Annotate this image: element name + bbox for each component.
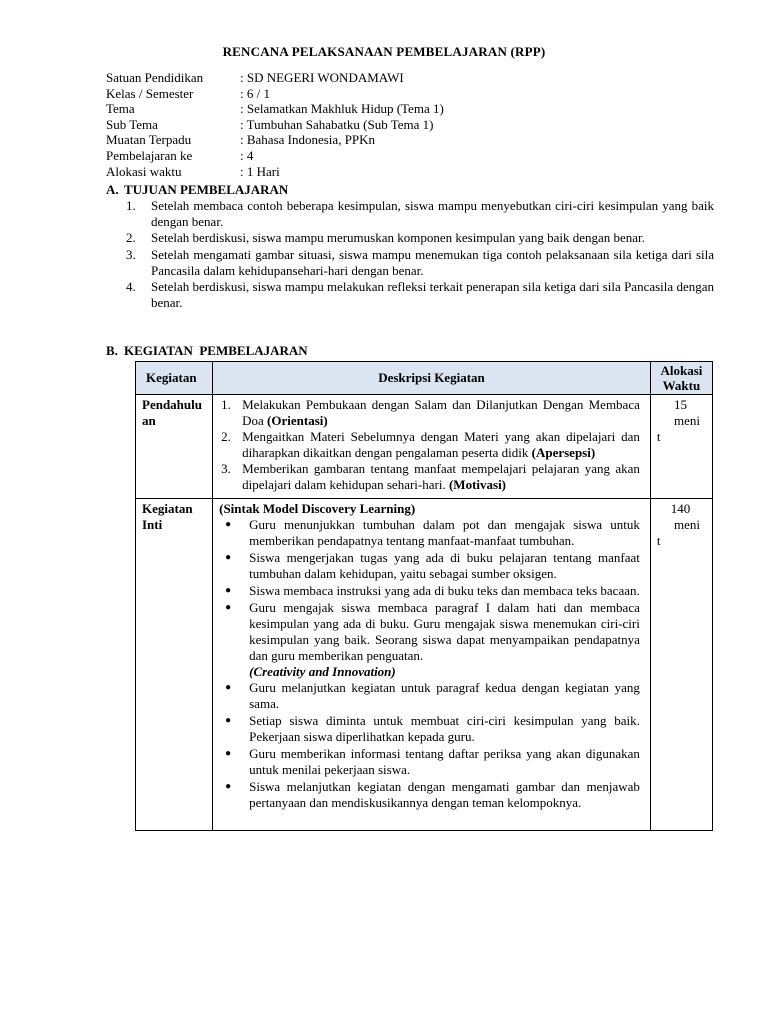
identity-value: : 4 xyxy=(240,147,254,163)
time-value: 140 xyxy=(670,501,691,517)
section-letter: B. xyxy=(106,343,118,358)
list-item xyxy=(219,680,640,712)
objective-item xyxy=(126,279,714,311)
bullet-icon: ● xyxy=(225,682,232,694)
identity-row xyxy=(106,101,444,117)
bullet-body: Guru melanjutkan kegiatan untuk paragraf kedua dengan kegiatan yang sama. xyxy=(249,680,640,712)
list-item xyxy=(219,550,640,582)
time-value: 15 xyxy=(673,397,687,412)
identity-row xyxy=(106,148,444,164)
identity-row xyxy=(106,70,444,86)
bullet-body: Guru menunjukkan tumbuhan dalam pot dan mengajak siswa untuk memberikan pendapatnya tentang manfaat-manfaat tumbuhan. xyxy=(249,517,640,549)
objective-text: Setelah berdiskusi, siswa mampu melakukan refleksi terkait penerapan sila ketiga dari sila Pancasila dengan benar. xyxy=(151,279,714,311)
bullet-body: Setiap siswa diminta untuk membuat ciri-ciri kesimpulan yang baik. Pekerjaan siswa diperlihatkan kepada guru. xyxy=(249,713,640,745)
step-body: Mengaitkan Materi Sebelumnya dengan Materi yang akan dipelajari dan diharapkan dikaitkan dengan pengalaman peserta didik xyxy=(242,428,640,460)
list-item xyxy=(219,746,640,778)
list-item xyxy=(219,713,640,745)
bullet-text xyxy=(249,600,640,680)
bullet-body: Siswa melanjutkan kegiatan dengan mengamati gambar dan menjawab pertanyaan dan mendiskusikannya dengan teman kelompoknya. xyxy=(249,778,640,810)
step-number: 1. xyxy=(221,397,231,412)
identity-value: : 6 / 1 xyxy=(240,85,270,101)
bullet-text xyxy=(249,746,640,778)
time-unit: meni xyxy=(674,517,700,533)
identity-value: : Selamatkan Makhluk Hidup (Tema 1) xyxy=(240,101,444,117)
header-alokasi: Alokasi Waktu xyxy=(650,362,712,395)
document-title: RENCANA PELAKSANAAN PEMBELAJARAN (RPP) xyxy=(222,44,546,59)
list-item xyxy=(219,397,640,429)
section-a-heading xyxy=(106,182,288,198)
step-number: 3. xyxy=(221,460,231,476)
objectives-list xyxy=(126,198,714,311)
bullet-text xyxy=(249,779,640,811)
identity-value: : Bahasa Indonesia, PPKn xyxy=(240,132,376,148)
model-syntax-title: (Sintak Model Discovery Learning) xyxy=(219,501,416,517)
step-text xyxy=(242,397,640,429)
header-deskripsi: Deskripsi Kegiatan xyxy=(213,362,651,395)
identity-value: : 1 Hari xyxy=(240,163,280,179)
identity-label: Pembelajaran ke xyxy=(106,147,193,163)
list-item xyxy=(219,583,640,599)
table-row xyxy=(136,395,713,499)
section-b-heading xyxy=(106,343,308,359)
time-unit-tail: t xyxy=(656,428,661,444)
objective-item xyxy=(126,247,714,279)
identity-row xyxy=(106,164,444,180)
bullet-body: Siswa mengerjakan tugas yang ada di buku pelajaran tentang manfaat tumbuhan dalam kehidupan, yaitu sebagai sumber oksigen. xyxy=(249,550,640,582)
bullet-body: Guru mengajak siswa membaca paragraf I dalam hati dan membaca kesimpulan yang ada di buku. Guru mengajak siswa menemukan ciri-ciri kesimpulan yang baik. Seorang siswa dapat menyampaikan pendapatnya dan guru memberikan penguatan. xyxy=(249,599,640,663)
bullet-text xyxy=(249,550,640,582)
list-item xyxy=(219,779,640,811)
activity-name-text: Pendahuluan xyxy=(142,397,202,428)
step-tag: (Apersepsi) xyxy=(531,444,596,460)
time-unit: meni xyxy=(674,412,700,428)
bullet-icon: ● xyxy=(225,748,232,760)
identity-label: Muatan Terpadu xyxy=(106,132,192,148)
list-item xyxy=(219,600,640,680)
step-text xyxy=(242,461,640,493)
bullet-text xyxy=(249,713,640,745)
activity-name xyxy=(136,395,213,499)
objective-text: Setelah berdiskusi, siswa mampu merumuskan komponen kesimpulan yang baik dengan benar. xyxy=(151,230,645,246)
identity-block xyxy=(106,70,444,179)
table-header-row xyxy=(136,362,713,395)
list-item xyxy=(219,517,640,549)
activity-name: Kegiatan Inti xyxy=(136,499,213,830)
objective-number: 1. xyxy=(126,198,136,213)
bullet-text xyxy=(249,583,640,599)
bullet-icon: ● xyxy=(225,552,232,564)
activities-table xyxy=(135,361,713,831)
objective-number: 2. xyxy=(126,230,136,246)
bullet-text xyxy=(249,680,640,712)
bullet-text xyxy=(249,517,640,549)
bullet-icon: ● xyxy=(225,601,232,613)
section-title: TUJUAN PEMBELAJARAN xyxy=(124,182,289,197)
step-text xyxy=(242,429,640,461)
activity-time xyxy=(650,395,712,499)
identity-row xyxy=(106,86,444,102)
identity-label: Tema xyxy=(106,101,135,117)
activity-description xyxy=(213,499,651,830)
list-item xyxy=(219,461,640,493)
identity-row xyxy=(106,117,444,133)
section-letter: A. xyxy=(106,182,119,197)
identity-value: : SD NEGERI WONDAMAWI xyxy=(240,70,404,85)
bullet-icon: ● xyxy=(225,584,232,596)
step-body: Memberikan gambaran tentang manfaat mempelajari pelajaran yang akan dipelajari dalam kehidupan sehari-hari. xyxy=(242,460,640,492)
identity-value: : Tumbuhan Sahabatku (Sub Tema 1) xyxy=(240,116,434,132)
objective-text: Setelah membaca contoh beberapa kesimpulan, siswa mampu menyebutkan ciri-ciri kesimpulan yang baik dengan benar. xyxy=(151,198,714,230)
header-kegiatan: Kegiatan xyxy=(136,362,213,395)
bullet-icon: ● xyxy=(225,715,232,727)
activity-description xyxy=(213,395,651,499)
objective-text: Setelah mengamati gambar situasi, siswa mampu menemukan tiga contoh pelaksanaan sila ketiga dari sila Pancasila dalam kehidupansehari-hari dengan benar. xyxy=(151,246,714,278)
objective-item xyxy=(126,230,714,246)
core-activities-list xyxy=(219,517,640,810)
bullet-tag: (Creativity and Innovation) xyxy=(249,663,396,679)
step-number: 2. xyxy=(221,428,231,444)
bullet-icon: ● xyxy=(225,519,232,531)
section-title: KEGIATAN PEMBELAJARAN xyxy=(124,343,308,358)
identity-label: Satuan Pendidikan xyxy=(106,70,204,85)
list-item xyxy=(219,429,640,461)
activity-time xyxy=(650,499,712,830)
step-tag: (Orientasi) xyxy=(267,412,328,428)
opening-steps-list xyxy=(219,397,640,492)
bullet-body: Siswa membaca instruksi yang ada di buku teks dan membaca teks bacaan. xyxy=(249,582,640,598)
step-tag: (Motivasi) xyxy=(448,476,507,492)
identity-label: Kelas / Semester xyxy=(106,85,194,101)
identity-label: Sub Tema xyxy=(106,116,158,132)
objective-item xyxy=(126,198,714,230)
identity-label: Alokasi waktu xyxy=(106,163,182,179)
objective-number: 3. xyxy=(126,246,136,262)
bullet-icon: ● xyxy=(225,780,232,792)
bullet-body: Guru memberikan informasi tentang daftar periksa yang akan digunakan untuk menilai pekerjaan siswa. xyxy=(249,746,640,777)
identity-row xyxy=(106,132,444,148)
time-unit-tail: t xyxy=(656,533,661,549)
objective-number: 4. xyxy=(126,279,136,295)
table-row xyxy=(136,499,713,830)
step-body: Melakukan Pembukaan dengan Salam dan Dilanjutkan Dengan Membaca Doa xyxy=(242,397,640,428)
